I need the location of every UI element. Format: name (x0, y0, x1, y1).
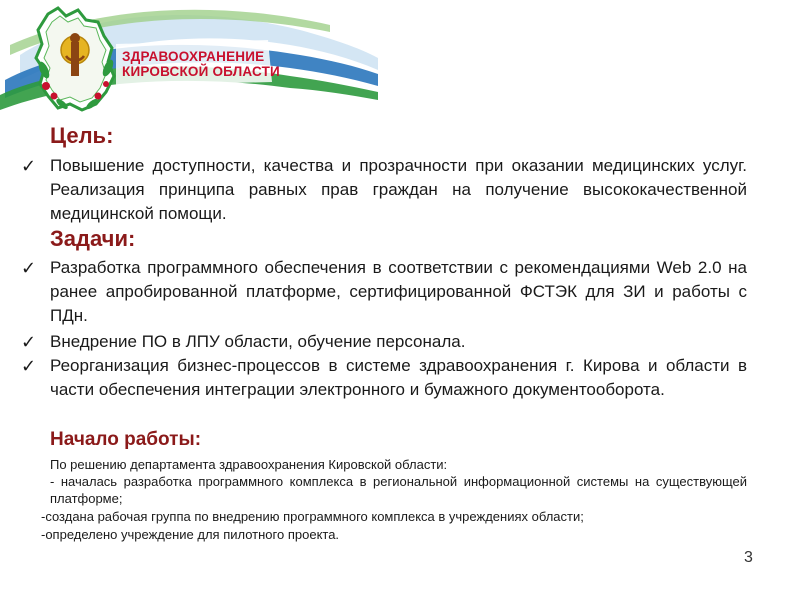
task-item (21, 354, 747, 402)
task-text: Реорганизация бизнес-процессов в системе здравоохранения г. Кирова и области в части обеспечения интеграции электронного и бумажного документооборота. (50, 356, 747, 399)
task-text: Внедрение ПО в ЛПУ области, обучение персонала. (50, 332, 466, 351)
start-intro: По решению департамента здравоохранения Кировской области: (50, 457, 448, 472)
goal-heading: Цель: (50, 123, 114, 148)
start-heading: Начало работы: (50, 429, 202, 450)
page-number: 3 (744, 549, 753, 566)
check-icon: ✓ (21, 332, 37, 352)
start-bullet: -определено учреждение для пилотного проекта. (41, 527, 340, 542)
tasks-heading: Задачи: (50, 226, 136, 251)
check-icon: ✓ (21, 356, 37, 376)
check-icon: ✓ (21, 156, 37, 176)
banner-title-line1: ЗДРАВООХРАНЕНИЕ (122, 49, 265, 64)
goal-text: Повышение доступности, качества и прозрачности при оказании медицинских услуг. Реализация принципа равных прав граждан на получение высококачественной медицинской помощи. (50, 156, 747, 223)
start-bullet: - началась разработка программного комплекса в региональной информационной системы на существующей платформе; (50, 474, 747, 506)
task-text: Разработка программного обеспечения в соответствии с рекомендациями Web 2.0 на ранее апробированной платформе, сертифицированной ФСТЭК для ЗИ и работы с ПДн. (50, 258, 747, 325)
start-bullet: -создана рабочая группа по внедрению программного комплекса в учреждениях области; (41, 509, 584, 524)
goal-item (21, 154, 747, 226)
header-banner (0, 0, 380, 125)
banner-title-line2: КИРОВСКОЙ ОБЛАСТИ (122, 64, 280, 79)
task-item (21, 256, 747, 328)
task-item (21, 330, 747, 354)
check-icon: ✓ (21, 258, 37, 278)
